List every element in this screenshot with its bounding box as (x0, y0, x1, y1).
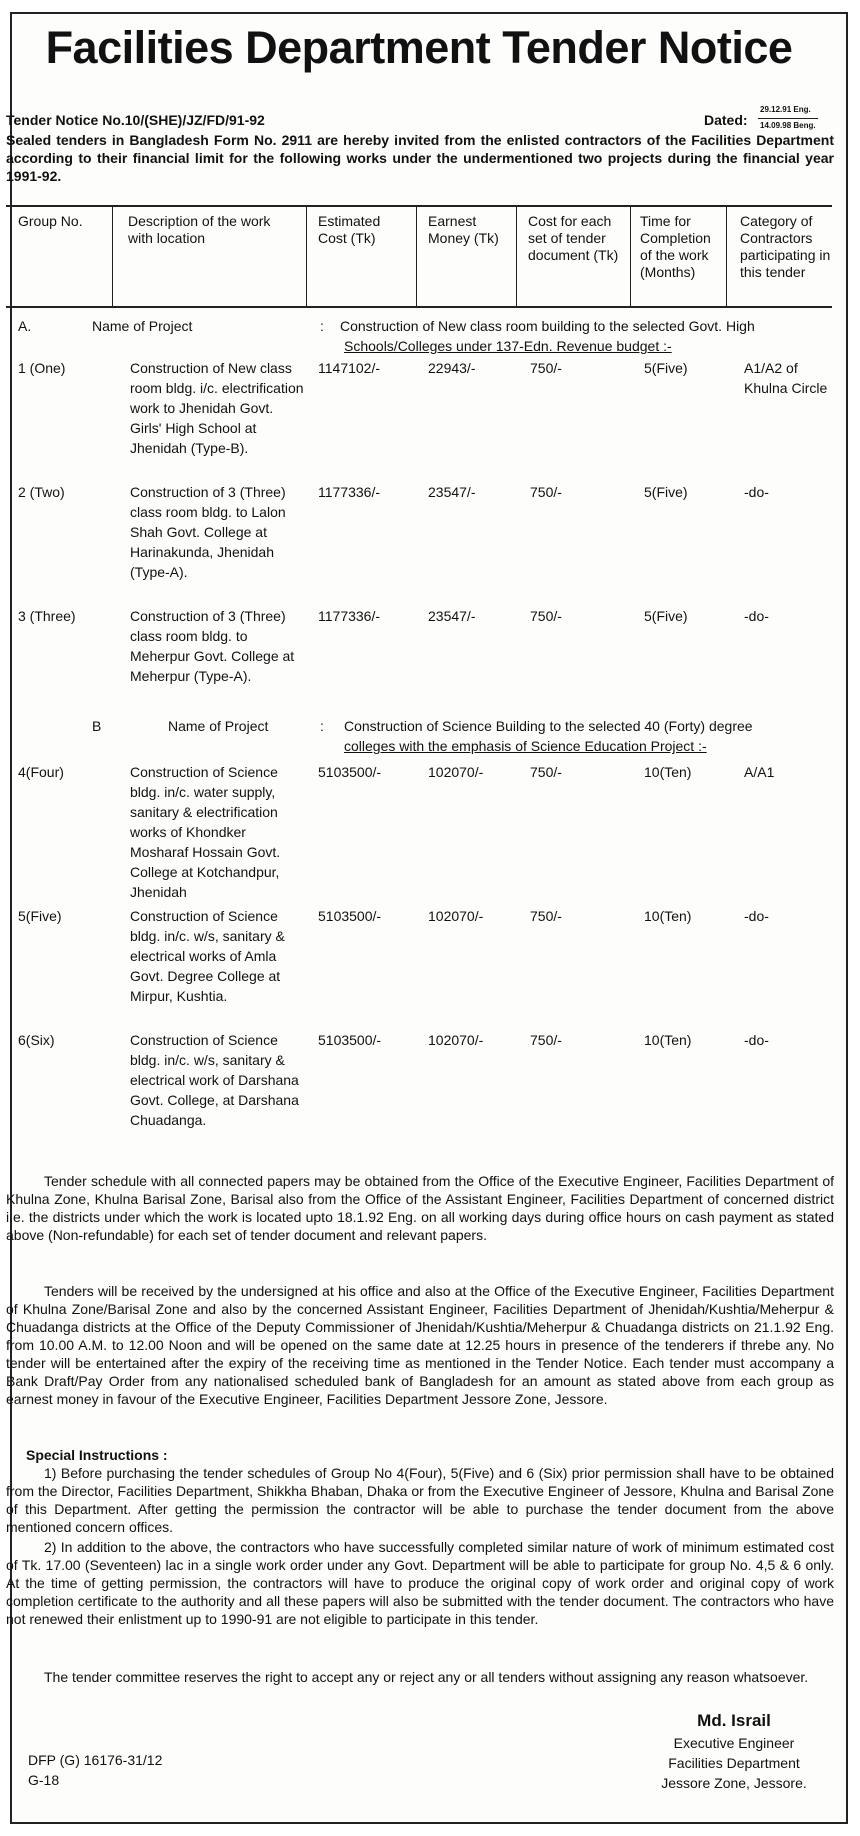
row-4-group: 4(Four) (18, 764, 64, 780)
schedule-paragraph: Tender schedule with all connected papers may be obtained from the Office of the Executive Engineer, Facilities Department of Khulna Zone, Khulna Barisal Zone, Barisal also from the Office of the Assistant Engineer, Facilities Department of concerned district i.e. the districts under which the work is located upto 18.1.92 Eng. on all working days during office hours on cash payment as stated above (Non-refundable) for each set of tender document and relevant papers. (6, 1173, 834, 1243)
column-divider (112, 205, 113, 306)
receipt-paragraph: Tenders will be received by the undersigned at his office and also at the Office of the Executive Engineer, Facilities Department of Khulna Zone/Barisal Zone and also by the concerned Assistant Engineer, Facilities Department of Jhenidah/Kushtia/Meherpur & Chuadanga districts at the Office of the Deputy Commissioner of Jhenidah/Kushtia/Meherpur & Chuadanga districts on 21.1.92 Eng. from 10.00 A.M. to 12.00 Noon and will be opened on the same date at 12.25 hours in presence of the tenderers if threbe any. No tender will be entertained after the expiry of the receiving time as mentioned in the Tender Notice. Each tender must accompany a Bank Draft/Pay Order from any nationalised scheduled bank of Bangladesh for an amount as stated above from each group as earnest money in favour of the Executive Engineer, Facilities Department Jessore Zone, Jessore. (6, 1283, 834, 1407)
project-a-budget: Schools/Colleges under 137-Edn. Revenue budget :- (344, 338, 672, 354)
dated-beng: 14.09.98 Beng. (760, 121, 816, 130)
row-2-category: -do- (744, 484, 769, 500)
row-3-set-cost: 750/- (530, 608, 562, 624)
row-2-description: Construction of 3 (Three) class room bldg. to Lalon Shah Govt. College at Harinakunda, Jhenidah (Type-A). (130, 484, 286, 580)
row-6-category: -do- (744, 1032, 769, 1048)
row-5-category: -do- (744, 908, 769, 924)
date-divider (758, 118, 818, 119)
intro-paragraph: Sealed tenders in Bangladesh Form No. 2911 are hereby invited from the enlisted contractors of the Facilities Department according to their financial limit for the following works under the undermentioned two projects during the financial year 1991-92. (6, 132, 834, 184)
signatory-name: Md. Israil (697, 1711, 771, 1730)
row-5-time: 10(Ten) (644, 908, 692, 924)
row-6-cost: 5103500/- (318, 1032, 382, 1048)
dated-label: Dated: (704, 112, 748, 128)
project-a-letter: A. (18, 318, 32, 334)
row-3-time: 5(Five) (644, 608, 688, 624)
row-4-description: Construction of Science bldg. in/c. water supply, sanitary & electrification works of Khondker Mosharaf Hossain Govt. College at Kotchandpur, Jhenidah (130, 764, 281, 900)
row-1-time: 5(Five) (644, 360, 688, 376)
row-3-cost: 1177336/- (318, 608, 381, 624)
row-1-category: A1/A2 of Khulna Circle (744, 360, 828, 396)
footer-code-2: G-18 (28, 1772, 60, 1788)
header-set-cost: Cost for each set of tender document (Tk) (528, 213, 619, 263)
signatory-department: Facilities Department (668, 1755, 800, 1771)
project-b-name: Construction of Science Building to the selected 40 (Forty) degree (344, 718, 753, 734)
notice-title: Facilities Department Tender Notice (45, 22, 793, 73)
row-2-time: 5(Five) (644, 484, 688, 500)
column-divider (630, 205, 631, 306)
special-instruction-2: 2) In addition to the above, the contractors who have successfully completed similar nature of work of minimum estimated cost of Tk. 17.00 (Seventeen) lac in a single work order under any Govt. Department will be able to participate for group No. 4,5 & 6 only. At the time of getting permission, the contractors will have to produce the original copy of work order and original copy of work completion certificate to the authority and all these papers will also be submitted with the tender document. The contractors who have not renewed their enlistment up to 1990-91 are not eligible to participate in this tender. (6, 1539, 834, 1627)
row-1-earnest: 22943/- (428, 360, 476, 376)
row-6-group: 6(Six) (18, 1032, 55, 1048)
row-6-time: 10(Ten) (644, 1032, 692, 1048)
row-3-group: 3 (Three) (18, 608, 76, 624)
project-b-program: colleges with the emphasis of Science Education Project :- (344, 738, 707, 754)
row-4-earnest: 102070/- (428, 764, 484, 780)
dated-eng: 29.12.91 Eng. (760, 105, 811, 114)
project-a-label: Name of Project (92, 318, 193, 334)
row-4-time: 10(Ten) (644, 764, 692, 780)
row-3-earnest: 23547/- (428, 608, 476, 624)
project-a-colon: : (320, 318, 324, 334)
header-time: Time for Completion of the work (Months) (640, 213, 711, 280)
row-6-set-cost: 750/- (530, 1032, 562, 1048)
row-5-group: 5(Five) (18, 908, 62, 924)
tender-number: Tender Notice No.10/(SHE)/JZ/FD/91-92 (6, 112, 265, 128)
column-divider (416, 205, 417, 306)
signatory-location: Jessore Zone, Jessore. (661, 1775, 807, 1791)
special-instructions-heading: Special Instructions : (26, 1447, 168, 1463)
footer-code: DFP (G) 16176-31/12 (28, 1752, 163, 1768)
row-4-cost: 5103500/- (318, 764, 382, 780)
header-cost: Estimated Cost (Tk) (318, 213, 381, 246)
header-earnest: Earnest Money (Tk) (428, 213, 499, 246)
row-3-description: Construction of 3 (Three) class room bldg. to Meherpur Govt. College at Meherpur (Type-A). (130, 608, 295, 684)
reservation-paragraph: The tender committee reserves the right to accept any or reject any or all tenders without assigning any reason whatsoever. (44, 1669, 809, 1685)
row-5-earnest: 102070/- (428, 908, 484, 924)
row-2-group: 2 (Two) (18, 484, 65, 500)
row-2-set-cost: 750/- (530, 484, 562, 500)
row-1-description: Construction of New class room bldg. i/c. electrification work to Jhenidah Govt. Girls' High School at Jhenidah (Type-B). (130, 360, 304, 456)
signatory-designation: Executive Engineer (673, 1735, 795, 1751)
project-b-colon: : (320, 718, 324, 734)
row-4-category: A/A1 (744, 764, 775, 780)
row-5-set-cost: 750/- (530, 908, 562, 924)
row-6-description: Construction of Science bldg. in/c. w/s, sanitary & electrical work of Darshana Govt. College, at Darshana Chuadanga. (130, 1032, 299, 1128)
column-divider (306, 205, 307, 306)
row-1-cost: 1147102/- (318, 360, 381, 376)
row-2-earnest: 23547/- (428, 484, 476, 500)
row-3-category: -do- (744, 608, 769, 624)
special-instruction-1: 1) Before purchasing the tender schedules of Group No 4(Four), 5(Five) and 6 (Six) prior permission shall have to be obtained from the Director, Facilities Department, Shikkha Bhaban, Dhaka or from the Executive Engineer of Jessore, Khulna and Barisal Zone of this Department. After getting the permission the contractor will be able to purchase the tender document from the above mentioned concern offices. (6, 1465, 834, 1535)
row-6-earnest: 102070/- (428, 1032, 484, 1048)
row-4-set-cost: 750/- (530, 764, 562, 780)
row-1-group: 1 (One) (18, 360, 66, 376)
column-divider (516, 205, 517, 306)
header-group: Group No. (18, 213, 83, 229)
row-2-cost: 1177336/- (318, 484, 381, 500)
column-divider (726, 205, 727, 306)
row-5-cost: 5103500/- (318, 908, 382, 924)
row-5-description: Construction of Science bldg. in/c. w/s, sanitary & electrical works of Amla Govt. Degree College at Mirpur, Kushtia. (130, 908, 285, 1004)
row-1-set-cost: 750/- (530, 360, 562, 376)
project-b-label: Name of Project (168, 718, 269, 734)
header-category: Category of Contractors participating in this tender (740, 213, 831, 280)
project-b-letter: B (92, 718, 102, 734)
header-description: Description of the work with location (128, 213, 271, 246)
project-a-name: Construction of New class room building to the selected Govt. High (340, 318, 755, 334)
